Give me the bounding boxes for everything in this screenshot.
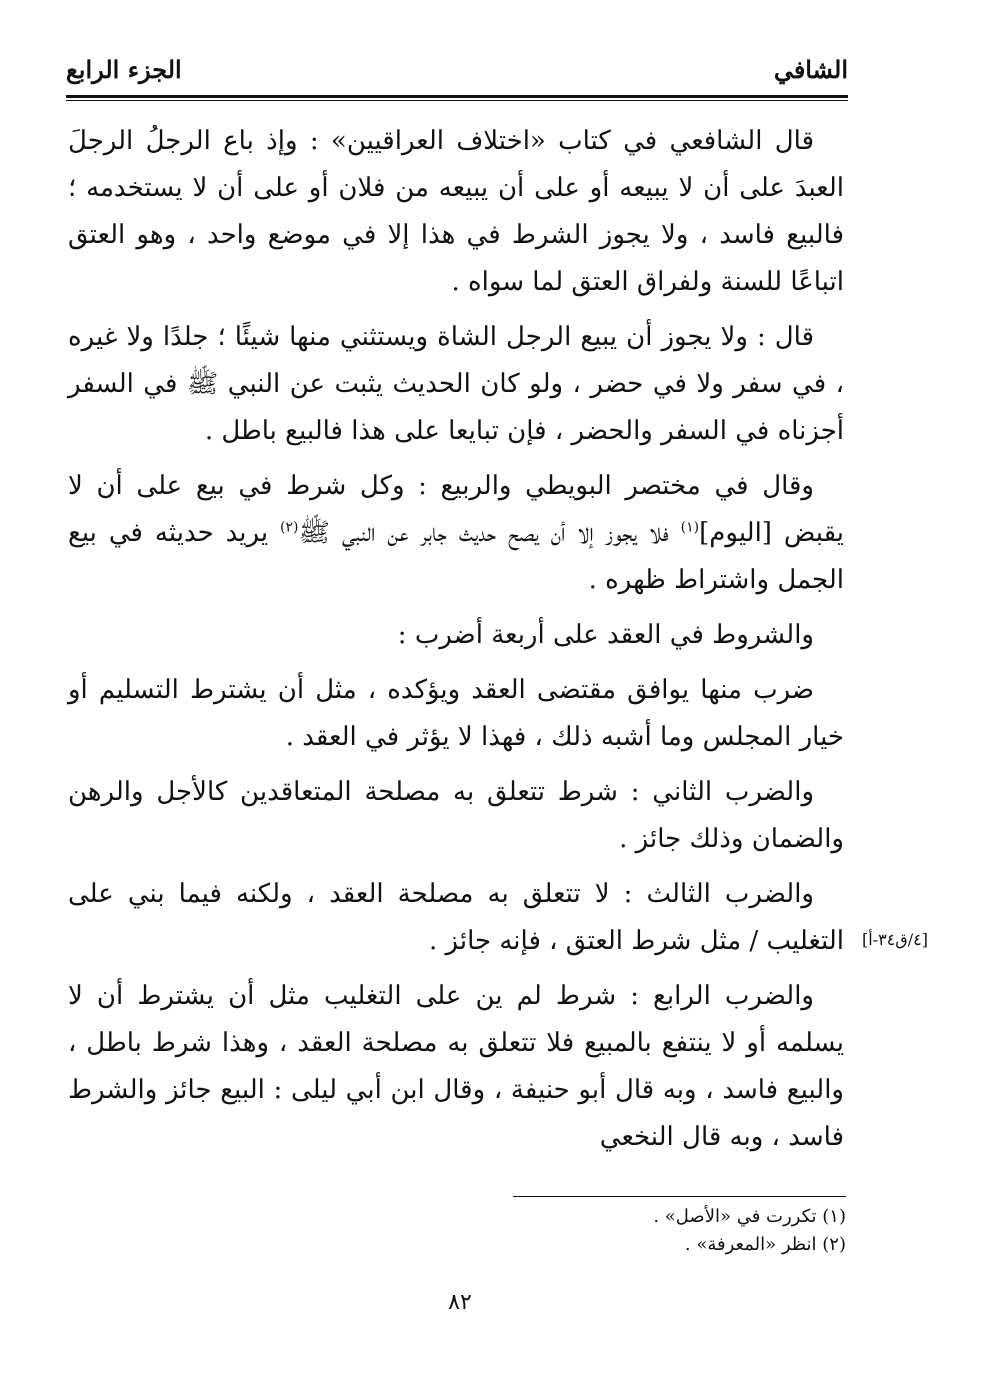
paragraph-part: يريد حديثه في بيع الجمل واشتراط ظهره . bbox=[68, 518, 844, 595]
footnote-rule bbox=[513, 1196, 846, 1197]
header-rule-thin bbox=[66, 100, 848, 101]
paragraph: ضرب منها يوافق مقتضى العقد ويؤكده ، مثل أن يشترط التسليم أو خيار المجلس وما أشبه ذلك ، فهذا لا يؤثر في العقد . bbox=[68, 675, 844, 752]
paragraph: والضرب الثالث : لا تتعلق به مصلحة العقد ، ولكنه فيما بني على التغليب / مثل شرط العتق ، فإنه جائز . bbox=[68, 879, 844, 956]
paragraph: والضرب الرابع : شرط لم ين على التغليب مثل أن يشترط أن لا يسلمه أو لا ينتفع بالمبيع فلا تتعلق به مصلحة العقد ، وهذا شرط باطل ، والبيع فاسد ، وبه قال أبو حنيفة ، وقال ابن أبي ليلى : البيع جائز والشرط فاسد ، وبه قال النخعي bbox=[68, 981, 844, 1152]
footnote-ref: (١) bbox=[680, 519, 700, 536]
volume-label: الجزء الرابع bbox=[66, 55, 182, 84]
paragraph-part: فلا يجوز إلا أن يصح حديث جابر عن النبي ﷺ bbox=[298, 518, 681, 548]
footnotes bbox=[500, 1203, 846, 1259]
paragraph: قال الشافعي في كتاب «اختلاف العراقيين» : وإذ باع الرجلُ الرجلَ العبدَ على أن لا يبيعه أو على أن يبيعه من فلان أو على أن لا يستخدمه ؛ فالبيع فاسد ، ولا يجوز الشرط في هذا إلا في موضع واحد ، وهو العتق اتباعًا للسنة ولفراق العتق لما سواه . bbox=[68, 126, 844, 297]
footnote: (١) تكررت في «الأصل» . bbox=[653, 1206, 846, 1227]
footnote: (٢) انظر «المعرفة» . bbox=[684, 1234, 846, 1255]
header-rule-thick bbox=[66, 95, 848, 98]
paragraph: قال : ولا يجوز أن يبيع الرجل الشاة ويستثني منها شيئًا ؛ جلدًا ولا غيره ، في سفر ولا في حضر ، ولو كان الحديث يثبت عن النبي ﷺ في السفر أجزناه في السفر والحضر ، فإن تبايعا على هذا فالبيع باطل . bbox=[68, 322, 844, 446]
footnote-ref: (٢) bbox=[280, 519, 299, 536]
book-title: الشافي bbox=[773, 55, 848, 84]
paragraph-with-footnotes bbox=[68, 463, 844, 604]
running-header bbox=[66, 55, 848, 95]
manuscript-folio-note: [٤/ق٣٤-أ] bbox=[862, 930, 928, 949]
main-text bbox=[68, 118, 844, 1169]
paragraph: والضرب الثاني : شرط تتعلق به مصلحة المتعاقدين كالأجل والرهن والضمان وذلك جائز . bbox=[68, 777, 844, 854]
paragraph: والشروط في العقد على أربعة أضرب : bbox=[397, 620, 814, 650]
page-number: ٨٢ bbox=[448, 1290, 472, 1315]
paragraph-part: وقال في مختصر البويطي والربيع : وكل شرط في بيع على أن لا يقبض [اليوم] bbox=[68, 471, 844, 548]
